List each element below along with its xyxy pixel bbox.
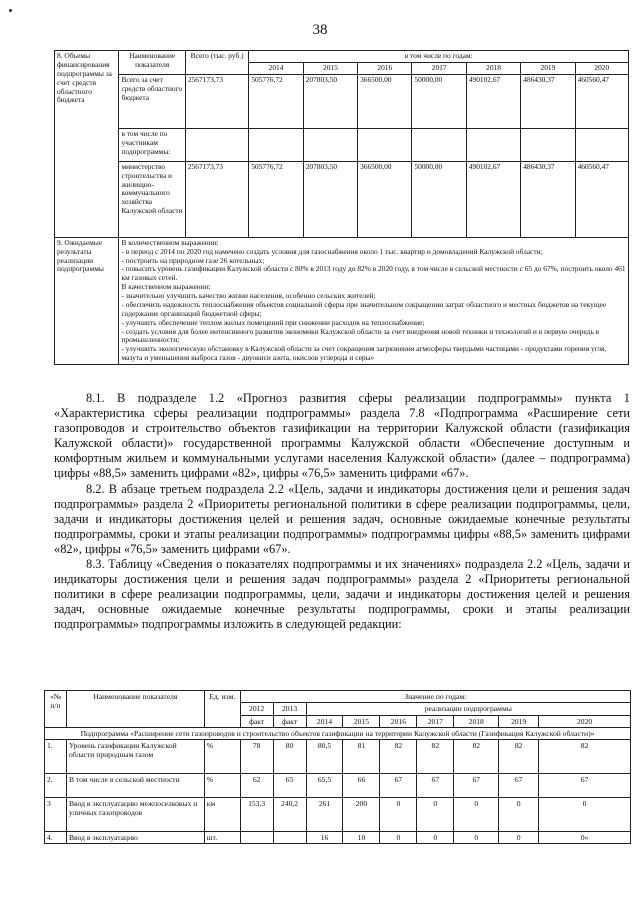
row-total — [185, 128, 248, 161]
row-value: 505776,72 — [249, 74, 303, 128]
row-value: 50000,00 — [412, 74, 466, 128]
row-value: 80 — [273, 740, 306, 774]
row-value: 505776,72 — [249, 161, 303, 237]
row-name: В том числе в сельской местности — [66, 774, 204, 798]
year-2013-header: 2013 — [273, 703, 306, 715]
year-header: 2017 — [417, 715, 454, 727]
result-line: - в период с 2014 по 2020 год намечено создать условия для газоснабжения около 1 тыс. квартир и домовладений Калужской области; — [121, 246, 543, 256]
row-name: Ввод в эксплуатацию межпоселковых и уличных газопроводов — [66, 798, 204, 832]
year-header: 2020 — [575, 62, 628, 74]
name-header: Наименование показателя — [66, 691, 204, 728]
row-num: 2. — [45, 774, 67, 798]
row-total: 2567173,73 — [185, 161, 248, 237]
row-value: 67 — [380, 774, 417, 798]
row-value: 67 — [499, 774, 539, 798]
name-header: Наименование показателя — [119, 51, 185, 75]
row-unit: км — [204, 798, 240, 832]
row-name: Уровень газификации Калужской области природным газом — [66, 740, 204, 774]
result-line: - значительно улучшить качество жизни населения, особенно сельских жителей; — [121, 291, 376, 300]
year-header: 2018 — [466, 62, 520, 74]
result-line: - построить на природном газе 26 котельных; — [121, 255, 265, 265]
result-line: - обеспечить надежность теплоснабжения объектов социальной сферы при значительном сокращении затрат областного и местных бюджетов на текущее содержание организаций бюджетной сферы; — [121, 299, 607, 318]
row-value: 10 — [343, 832, 380, 844]
section-8-label: 8. Объемы финансирования подпрограммы за счет средств областного бюджета — [55, 51, 119, 238]
fact-label: факт — [273, 715, 306, 727]
unit-header: Ед. изм. — [204, 691, 240, 728]
row-value: 82 — [454, 740, 499, 774]
row-name: Всего за счет средств областного бюджета — [119, 74, 185, 128]
realization-header: реализации подпрограммы — [306, 703, 630, 715]
year-header: 2018 — [454, 715, 499, 727]
row-value: 0 — [417, 798, 454, 832]
row-value: 0 — [417, 832, 454, 844]
page-number: 38 — [312, 22, 328, 38]
paragraph-8-1: 8.1. В подразделе 1.2 «Прогноз развития сферы реализации подпрограммы» пункта 1 «Характеристика сферы реализации подпрограммы» раздела 7.8 «Подпрограмма «Расширение сети газопроводов и строительство объектов газификации на территории Калужской области (газификация Калужской области)» государственной программы Калужской области «Обеспечение доступным и комфортным жильем и коммунальными услугами населения Калужской области» (далее – подпрограмма) цифры «88,5» заменить цифрами «82», цифры «76,5» заменить цифрами «67». — [54, 391, 630, 481]
row-value: 490102,67 — [466, 161, 520, 237]
result-line: - улучшить экологическую обстановку в Калужской области за счет сокращения загрязнения атмосферы твердыми частицами - продуктами горения угля, мазута и уменьшения выброса газов - двуокиси азота, окислов углерода и серы» — [121, 344, 607, 363]
year-header: 2014 — [249, 62, 303, 74]
row-value: 82 — [539, 740, 631, 774]
scan-dot — [9, 9, 12, 12]
paragraph-8-3: 8.3. Таблицу «Сведения о показателях подпрограммы и их значениях» подраздела 2.2 «Цель, задачи и индикаторы достижения цели и решения задач подпрограммы» раздела 2 «Приоритеты региональной политики в сфере реализации подпрограммы, цели, задачи и индикаторы достижения целей и решения задач, основные ожидаемые конечные результаты подпрограммы, сроки и этапы реализации подпрограммы» подпрограммы изложить в следующей редакции: — [54, 557, 630, 632]
result-line: В качественном выражении: — [121, 282, 211, 292]
result-line: - повысить уровень газификации Калужской области с 80% в 2013 году до 82% в 2020 году, в том числе в сельской местности с 65 до 67%, построить около 461 км газовых сетей. — [121, 264, 626, 283]
row-num: 3 — [45, 798, 67, 832]
row-value: 65,5 — [306, 774, 343, 798]
year-header: 2016 — [358, 62, 412, 74]
row-name: Ввод в эксплуатацию — [66, 832, 204, 844]
row-value — [273, 832, 306, 844]
amendments-text — [54, 391, 630, 633]
row-value: 67 — [539, 774, 631, 798]
row-value: 207803,50 — [303, 74, 357, 128]
row-value: 78 — [240, 740, 273, 774]
result-line: В количественном выражении: — [121, 237, 219, 247]
year-header: 2017 — [412, 62, 466, 74]
row-value: 0 — [499, 798, 539, 832]
row-value: 16 — [306, 832, 343, 844]
row-value: 81 — [343, 740, 380, 774]
row-value: 0 — [380, 798, 417, 832]
row-value: 366500,00 — [358, 74, 412, 128]
row-value: 153,3 — [240, 798, 273, 832]
result-line: - улучшить обеспечение теплом жилых помещений при снижении расходов на теплоснабжение; — [121, 317, 425, 327]
indicators-table — [44, 690, 631, 844]
result-line: - создать условия для более интенсивного развития экономики Калужской области за счет внедрения новой техники и технологий и в первую очередь в промышленности; — [121, 326, 600, 345]
row-value: 67 — [417, 774, 454, 798]
expected-results — [119, 237, 629, 364]
year-header: 2015 — [303, 62, 357, 74]
year-header: 2019 — [499, 715, 539, 727]
row-value: 490102,67 — [466, 74, 520, 128]
row-value: 200 — [343, 798, 380, 832]
year-header: 2019 — [521, 62, 575, 74]
fact-label: факт — [240, 715, 273, 727]
row-value: 0» — [539, 832, 631, 844]
row-value: 82 — [499, 740, 539, 774]
total-header: Всего (тыс. руб.) — [185, 51, 248, 75]
row-value: 486430,37 — [521, 74, 575, 128]
row-name: в том числе по участникам подпрограммы: — [119, 128, 185, 161]
subprogram-title: Подпрограмма «Расширение сети газопроводов и строительство объектов газификации на территории Калужской области (Газификация Калужской области)» — [45, 727, 631, 739]
row-value: 0 — [454, 798, 499, 832]
section-9-label: 9. Ожидаемые результаты реализации подпрограммы — [55, 237, 119, 364]
row-value: 0 — [454, 832, 499, 844]
row-value: 82 — [417, 740, 454, 774]
year-header: 2016 — [380, 715, 417, 727]
num-header: «№ п/п — [45, 691, 67, 728]
row-value: 261 — [306, 798, 343, 832]
year-header: 2014 — [306, 715, 343, 727]
row-value: 0 — [380, 832, 417, 844]
years-group-header: в том числе по годам: — [249, 51, 629, 63]
row-value: 66 — [343, 774, 380, 798]
row-value: 62 — [240, 774, 273, 798]
row-value: 0 — [499, 832, 539, 844]
row-value — [240, 832, 273, 844]
row-value: 240,2 — [273, 798, 306, 832]
year-header: 2020 — [539, 715, 631, 727]
row-unit: % — [204, 740, 240, 774]
year-2012-header: 2012 — [240, 703, 273, 715]
row-value: 80,5 — [306, 740, 343, 774]
row-value: 65 — [273, 774, 306, 798]
year-header: 2015 — [343, 715, 380, 727]
row-unit: шт. — [204, 832, 240, 844]
row-value: 50000,00 — [412, 161, 466, 237]
row-unit: % — [204, 774, 240, 798]
row-value: 460560,47 — [575, 161, 628, 237]
row-num: 4. — [45, 832, 67, 844]
row-value: 67 — [454, 774, 499, 798]
row-total: 2567173,73 — [185, 74, 248, 128]
row-value: 0 — [539, 798, 631, 832]
row-value: 460560,47 — [575, 74, 628, 128]
row-num: 1. — [45, 740, 67, 774]
paragraph-8-2: 8.2. В абзаце третьем подраздела 2.2 «Цель, задачи и индикаторы достижения цели и решения задач подпрограммы» раздела 2 «Приоритеты региональной политики в сфере реализации подпрограммы, цели, задачи и индикаторы достижения целей и решения задач, основные ожидаемые конечные результаты подпрограммы, сроки и этапы реализации подпрограммы» подпрограммы цифры «88,5» заменить цифрами «82», цифры «76,5» заменить цифрами «67». — [54, 481, 630, 556]
row-value: 366500,00 — [358, 161, 412, 237]
values-header: Значение по годам: — [240, 691, 630, 703]
row-value: 82 — [380, 740, 417, 774]
row-value: 207803,50 — [303, 161, 357, 237]
financing-table — [54, 50, 629, 365]
row-name: министерство строительства и жилищно-коммунального хозяйства Калужской области — [119, 161, 185, 237]
row-value: 486430,37 — [521, 161, 575, 237]
